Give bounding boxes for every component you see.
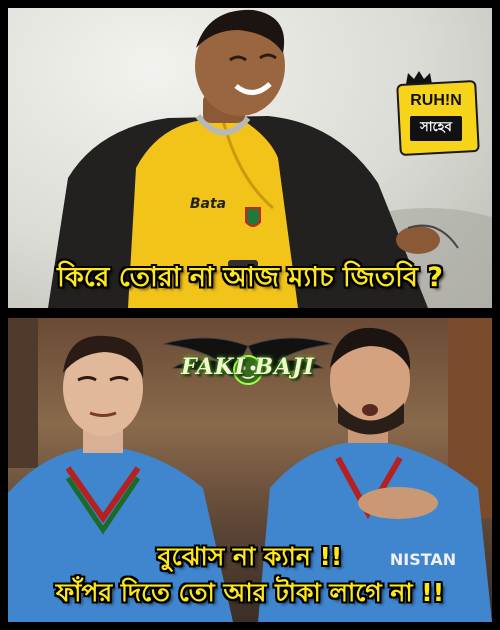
jersey-brand-text: Bata xyxy=(189,196,227,212)
jersey-country-text: NISTAN xyxy=(389,550,457,569)
bottom-caption-line-1: বুঝোস না ক্যান !! xyxy=(157,542,343,571)
top-caption: কিরে তোরা না আজ ম্যাচ জিতবি ? xyxy=(57,262,443,293)
faki-baji-logo xyxy=(148,326,348,416)
cricket-board-crest xyxy=(246,208,260,226)
badge-subtitle: সাহেব xyxy=(410,116,462,141)
badge-title: RUH!N xyxy=(410,92,462,109)
bottom-caption-line-2: ফাঁপর দিতে তো আর টাকা লাগে না !! xyxy=(55,578,445,607)
top-panel xyxy=(8,8,492,308)
logo-text: FAKI BAJI xyxy=(181,354,315,380)
bottom-panel xyxy=(8,318,492,622)
ruhin-saheb-watermark xyxy=(398,70,474,162)
